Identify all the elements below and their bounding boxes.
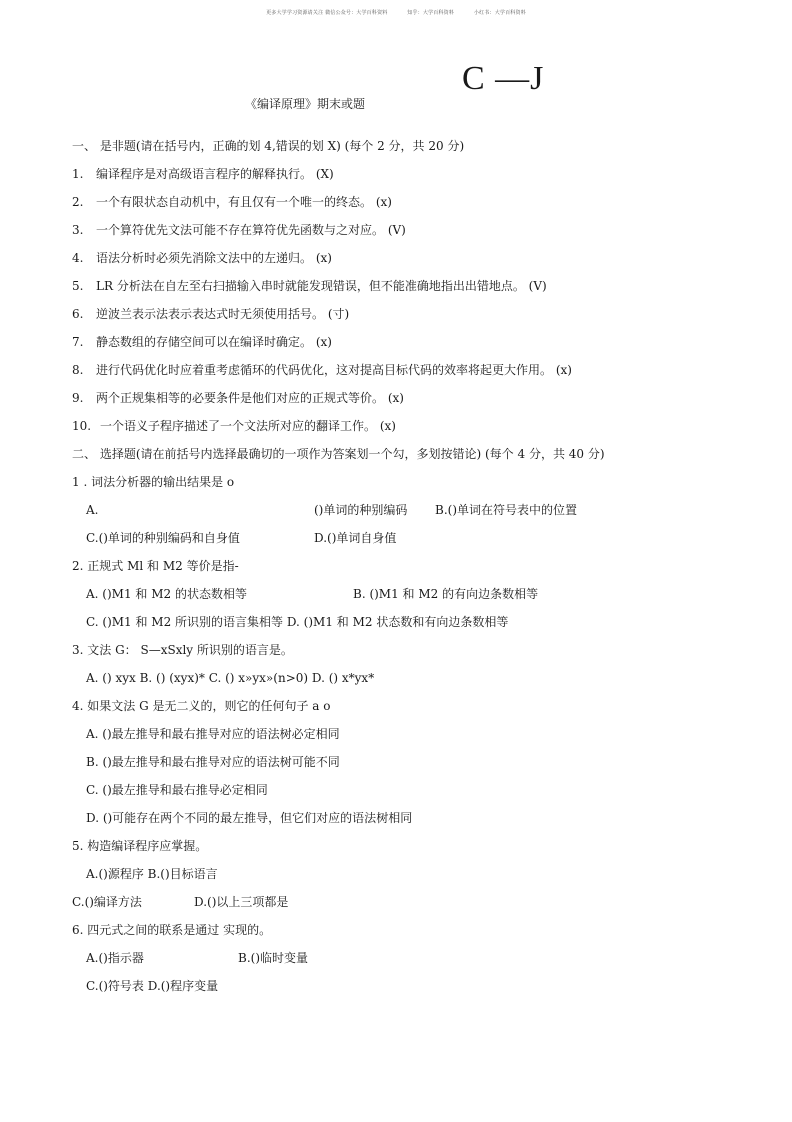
- q1-option-b: B.()单词在符号表中的位置: [435, 503, 577, 517]
- q6-options-cd: C.()符号表 D.()程序变量: [86, 979, 219, 993]
- tf-item: [72, 279, 547, 293]
- tf-item-text: 静态数组的存储空间可以在编译时确定。 (x): [96, 335, 332, 349]
- q1-option-a-text: ()单词的种别编码: [314, 503, 408, 517]
- q4-option-a: A. ()最左推导和最右推导对应的语法树必定相同: [86, 727, 340, 741]
- q5-options-ab: A.()源程序 B.()目标语言: [86, 867, 218, 881]
- tf-item-number: 9.: [72, 391, 84, 405]
- q1-option-a: A.: [86, 503, 99, 517]
- tf-item-text: 一个算符优先文法可能不存在算符优先函数与之对应。 (V): [96, 223, 406, 237]
- q1-stem: 1 . 词法分析器的输出结果是 o: [72, 475, 235, 489]
- header-note-zhihu: 知乎：大学百科资料: [407, 10, 455, 16]
- tf-item-text: 两个正规集相等的必要条件是他们对应的正规式等价。 (x): [96, 391, 404, 405]
- q4-option-d: D. ()可能存在两个不同的最左推导，但它们对应的语法树相同: [86, 811, 413, 825]
- tf-item-text: LR 分析法在自左至右扫描输入串时就能发现错误，但不能准确地指出出错地点。 (V): [96, 279, 547, 293]
- tf-item-number: 4.: [72, 251, 84, 265]
- header-note: [0, 9, 792, 16]
- tf-item: [72, 419, 396, 433]
- tf-item-number: 3.: [72, 223, 84, 237]
- handwritten-mark: C —J: [462, 60, 545, 97]
- tf-item-number: 8.: [72, 363, 84, 377]
- q6-option-b: B.()临时变量: [238, 951, 308, 965]
- tf-item-number: 2.: [72, 195, 84, 209]
- q2-option-b: B. ()M1 和 M2 的有向边条数相等: [353, 587, 539, 601]
- header-note-xiaohongshu: 小红书：大学百科资料: [473, 10, 526, 16]
- header-note-wechat: 更多大学学习资源请关注 微信公众号：大学百科资料: [266, 10, 388, 16]
- section1-heading: 一、 是非题(请在括号内，正确的划 4,错误的划 X) (每个 2 分，共 20 分): [72, 139, 465, 153]
- q2-options-cd: C. ()M1 和 M2 所识别的语言集相等 D. ()M1 和 M2 状态数和有向边条数相等: [86, 615, 509, 629]
- tf-item: [72, 307, 349, 321]
- q1-option-d: D.()单词自身值: [314, 531, 397, 545]
- tf-item: [72, 167, 334, 181]
- q3-options: A. () xyx B. () (xyx)* C. () x»yx»(n>0) D. () x*yx*: [86, 671, 375, 685]
- q5-option-c: C.()编译方法: [72, 895, 142, 909]
- tf-item: [72, 195, 392, 209]
- tf-item-text: 编译程序是对高级语言程序的解释执行。 (X): [96, 167, 334, 181]
- q6-stem: 6. 四元式之间的联系是通过 实现的。: [72, 923, 272, 937]
- tf-item: [72, 251, 332, 265]
- tf-item-number: 5.: [72, 279, 84, 293]
- tf-item-text: 进行代码优化时应着重考虑循环的代码优化，这对提高目标代码的效率将起更大作用。 (x): [96, 363, 572, 377]
- q4-option-b: B. ()最左推导和最右推导对应的语法树可能不同: [86, 755, 340, 769]
- tf-item-text: 一个语义子程序描述了一个文法所对应的翻译工作。 (x): [100, 419, 396, 433]
- q1-option-c: C.()单词的种别编码和自身值: [86, 531, 240, 545]
- q6-option-a: A.()指示器: [86, 951, 144, 965]
- tf-item-number: 1.: [72, 167, 84, 181]
- tf-item: [72, 335, 332, 349]
- tf-item-text: 语法分析时必须先消除文法中的左递归。 (x): [96, 251, 332, 265]
- q4-option-c: C. ()最左推导和最右推导必定相同: [86, 783, 268, 797]
- q2-stem: 2. 正规式 Ml 和 M2 等价是指-: [72, 559, 239, 573]
- tf-item-number: 7.: [72, 335, 84, 349]
- q2-option-a: A. ()M1 和 M2 的状态数相等: [86, 587, 247, 601]
- section2-heading: 二、 选择题(请在前括号内选择最确切的一项作为答案划一个勾，多划按错论) (每个 4 分，共 40 分): [72, 447, 605, 461]
- tf-item-number: 6.: [72, 307, 84, 321]
- tf-item-number: 10.: [72, 419, 92, 433]
- tf-item-text: 一个有限状态自动机中，有且仅有一个唯一的终态。 (x): [96, 195, 392, 209]
- tf-item: [72, 363, 572, 377]
- tf-item: [72, 223, 406, 237]
- tf-item-text: 逆波兰表示法表示表达式时无须使用括号。 (寸): [96, 307, 350, 321]
- q3-stem: 3. 文法 G： S—xSxly 所识别的语言是。: [72, 643, 293, 657]
- q5-stem: 5. 构造编译程序应掌握。: [72, 839, 208, 853]
- tf-item: [72, 391, 404, 405]
- page-title: 《编译原理》期末或题: [245, 97, 366, 111]
- q5-option-d: D.()以上三项都是: [194, 895, 289, 909]
- q4-stem: 4. 如果文法 G 是无二义的，则它的任何句子 a o: [72, 699, 331, 713]
